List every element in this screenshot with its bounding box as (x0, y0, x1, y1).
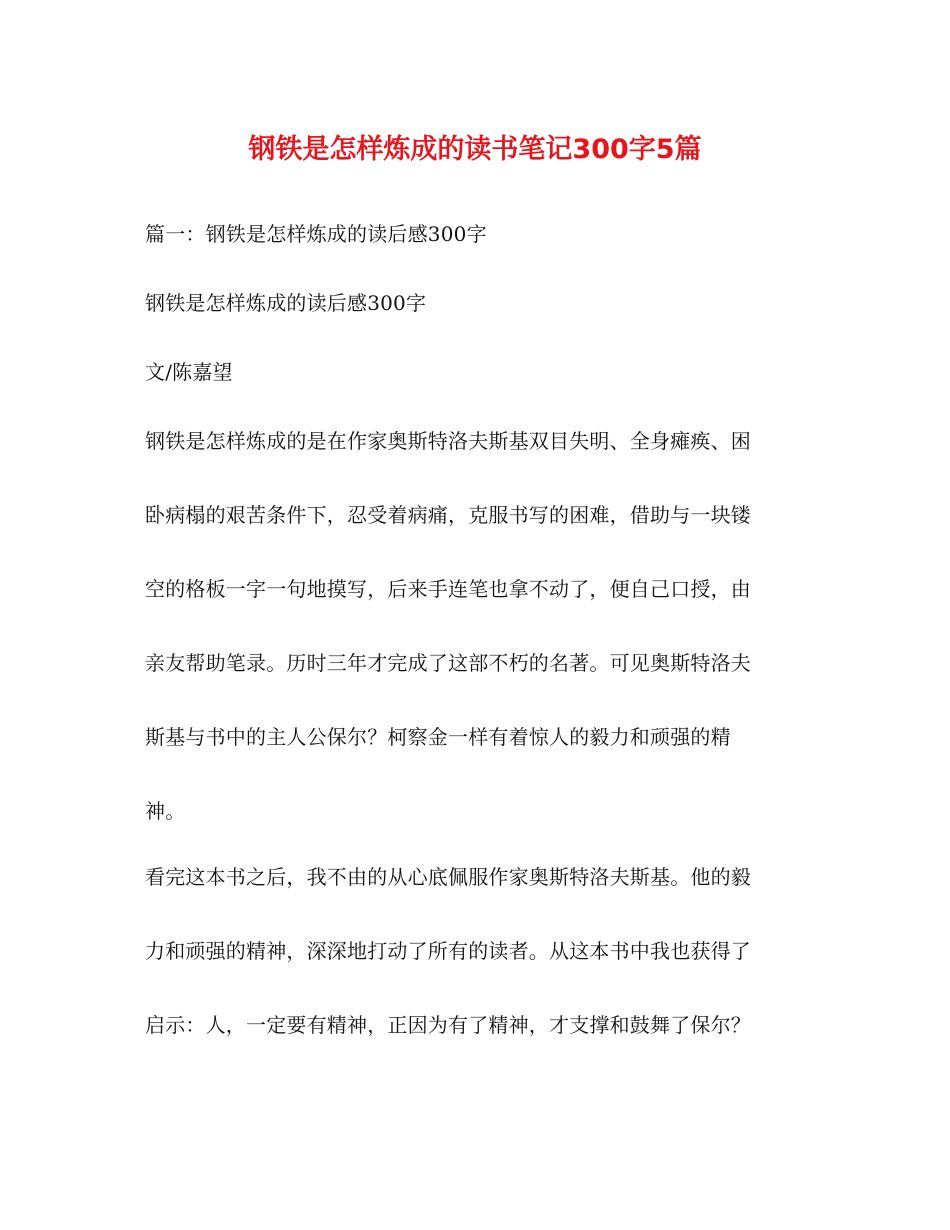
paragraph-line: 神。 (145, 799, 186, 823)
paragraph-line: 亲友帮助笔录。历时三年才完成了这部不朽的名著。可见奥斯特洛夫 (145, 651, 751, 675)
paragraph-line: 空的格板一字一句地摸写，后来手连笔也拿不动了，便自己口授，由 (145, 577, 751, 601)
paragraph-line: 启示：人，一定要有精神，正因为有了精神，才支撑和鼓舞了保尔？ (145, 1013, 751, 1037)
author-line: 文/陈嘉望 (145, 360, 233, 384)
paragraph-line: 钢铁是怎样炼成的是在作家奥斯特洛夫斯基双目失明、全身瘫痪、困 (145, 429, 751, 453)
article-title: 钢铁是怎样炼成的读后感300字 (145, 291, 427, 315)
section-heading: 篇一：钢铁是怎样炼成的读后感300字 (145, 222, 487, 246)
paragraph-line: 力和顽强的精神，深深地打动了所有的读者。从这本书中我也获得了 (145, 939, 751, 963)
paragraph-line: 看完这本书之后，我不由的从心底佩服作家奥斯特洛夫斯基。他的毅 (145, 865, 751, 889)
paragraph-2 (145, 857, 805, 1046)
paragraph-1 (145, 421, 805, 832)
paragraph-line: 卧病榻的艰苦条件下，忍受着病痛，克服书写的困难，借助与一块镂 (145, 503, 751, 527)
document-body (145, 214, 805, 1046)
document-title: 钢铁是怎样炼成的读书笔记300字5篇 (248, 134, 702, 165)
paragraph-line: 斯基与书中的主人公保尔？柯察金一样有着惊人的毅力和顽强的精 (145, 725, 731, 749)
